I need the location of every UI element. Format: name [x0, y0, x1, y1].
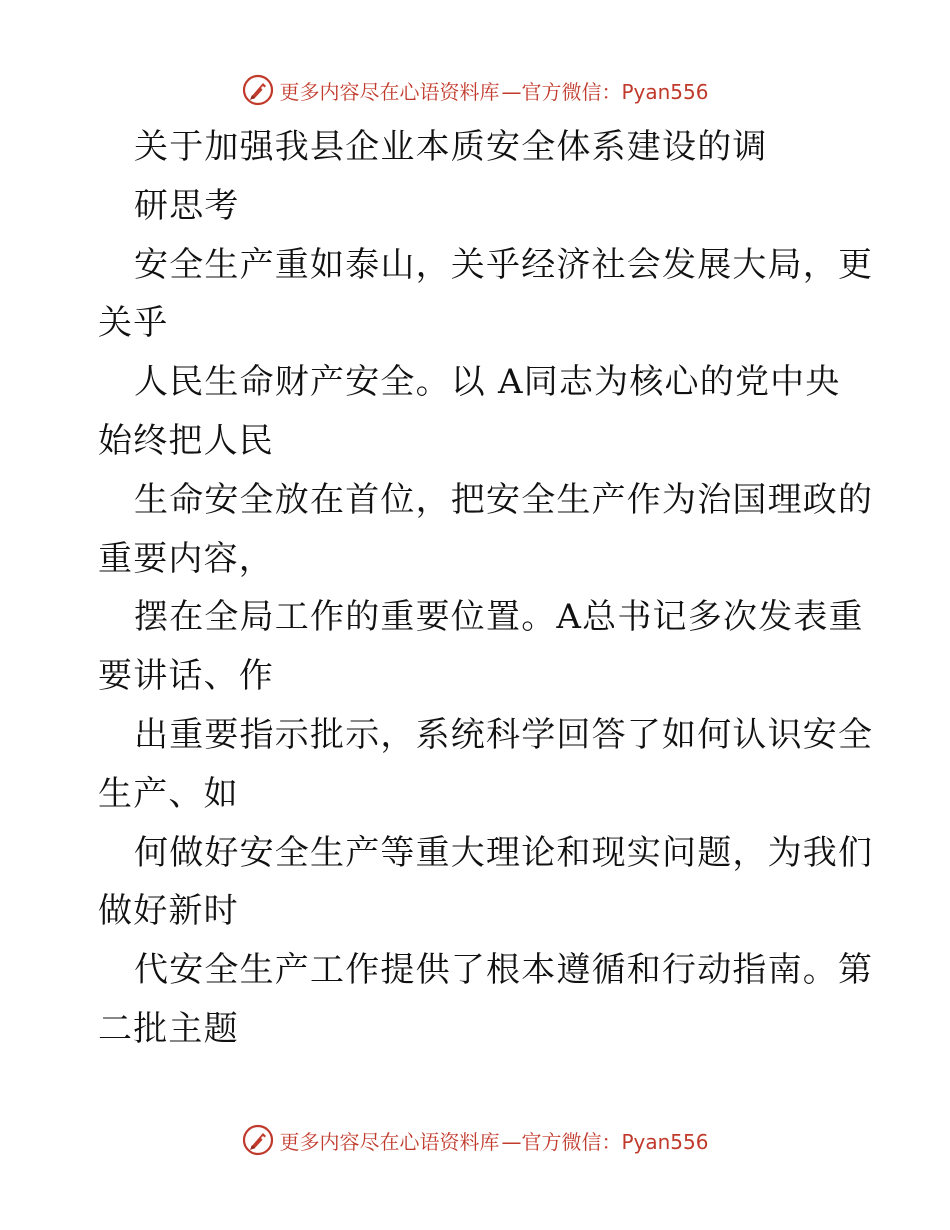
banner-main-text: 更多内容尽在心语资料库	[279, 79, 500, 104]
footer-banner	[0, 1120, 950, 1160]
paragraph-line: 始终把人民	[98, 420, 274, 461]
title-line-2: 研思考	[134, 185, 240, 226]
paragraph-line: 摆在全局工作的重要位置。A总书记多次发表重	[134, 597, 864, 638]
paragraph-line: 关乎	[98, 303, 169, 344]
paragraph-line: 二批主题	[98, 1008, 239, 1049]
paragraph-line: 出重要指示批示，系统科学回答了如何认识安全	[134, 714, 874, 755]
paragraph-line: 要讲话、作	[98, 656, 274, 697]
document-body	[98, 118, 874, 1059]
paragraph-line: 重要内容，	[98, 538, 274, 579]
paragraph-line: 生产、如	[98, 773, 239, 814]
paragraph-line: 人民生命财产安全。以 A同志为核心的党中央	[134, 362, 841, 403]
banner-contact-text: —官方微信：Pyan556	[501, 1129, 709, 1154]
pen-nib-logo-icon	[241, 73, 275, 107]
header-banner	[0, 70, 950, 110]
paragraph-line: 做好新时	[98, 891, 239, 932]
paragraph-line: 安全生产重如泰山，关乎经济社会发展大局，更	[134, 244, 874, 285]
paragraph-line: 代安全生产工作提供了根本遵循和行动指南。第	[134, 950, 874, 991]
banner-main-text: 更多内容尽在心语资料库	[279, 1129, 500, 1154]
banner-contact-text: —官方微信：Pyan556	[501, 79, 709, 104]
title-line-1: 关于加强我县企业本质安全体系建设的调	[134, 127, 768, 167]
paragraph-line: 何做好安全生产等重大理论和现实问题，为我们	[134, 832, 874, 873]
paragraph-line: 生命安全放在首位，把安全生产作为治国理政的	[134, 479, 874, 520]
pen-nib-logo-icon	[241, 1123, 275, 1157]
